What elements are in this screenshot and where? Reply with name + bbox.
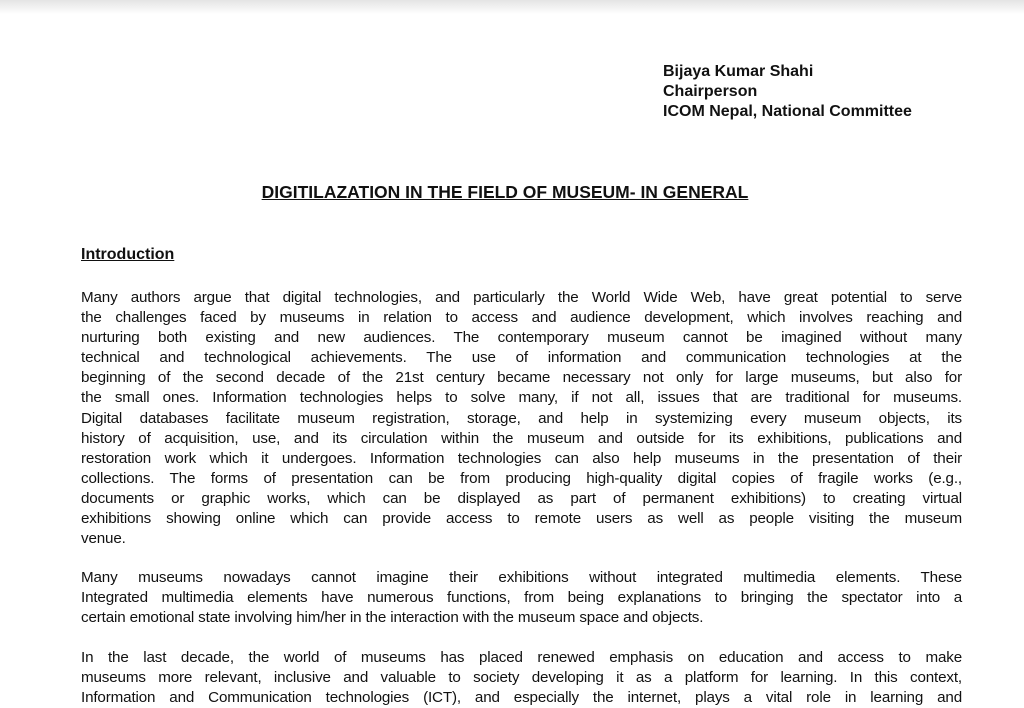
author-name: Bijaya Kumar Shahi — [663, 63, 814, 80]
paragraph-2 — [81, 568, 962, 628]
text-line: documents or graphic works, which can be displayed as part of permanent exhibitions) to creating virtual — [81, 489, 962, 507]
text-line: Many authors argue that digital technologies, and particularly the World Wide Web, have great potential to serve — [81, 289, 962, 306]
text-line: history of acquisition, use, and its circulation within the museum and outside for its exhibitions, publications and — [81, 429, 962, 447]
text-line: beginning of the second decade of the 21st century became necessary not only for large museums, but also for — [81, 369, 962, 387]
text-line: the challenges faced by museums in relation to access and audience development, which involves reaching and — [81, 309, 962, 327]
text-line: collections. The forms of presentation can be from producing high-quality digital copies of fragile works (e.g., — [81, 469, 962, 487]
text-line: In the last decade, the world of museums has placed renewed emphasis on education and access to make — [81, 649, 962, 666]
text-line: exhibitions showing online which can provide access to remote users as well as people visiting the museum — [81, 510, 962, 528]
text-line: the small ones. Information technologies helps to solve many, if not all, issues that are traditional for museums. — [81, 389, 962, 407]
text-line: Digital databases facilitate museum registration, storage, and help in systemizing every museum objects, its — [81, 409, 962, 427]
text-line: museums more relevant, inclusive and valuable to society developing it as a platform for learning. In this context, — [81, 669, 962, 687]
text-line: restoration work which it undergoes. Information technologies can also help museums in the presentation of their — [81, 449, 962, 467]
text-line: Information and Communication technologies (ICT), and especially the internet, plays a vital role in learning and — [81, 689, 962, 707]
text-line: technical and technological achievements. The use of information and communication technologies at the — [81, 349, 962, 367]
author-organization: ICOM Nepal, National Committee — [663, 103, 912, 120]
document-title: DIGITILAZATION IN THE FIELD OF MUSEUM- IN GENERAL — [261, 182, 749, 202]
viewer-top-shadow — [0, 0, 1024, 14]
text-line: Integrated multimedia elements have numerous functions, from being explanations to bringing the spectator into a — [81, 589, 962, 607]
section-heading: Introduction — [81, 246, 175, 263]
paragraph-1 — [81, 288, 962, 549]
paragraph-3 — [81, 648, 962, 708]
text-line: certain emotional state involving him/her in the interaction with the museum space and objects. — [81, 609, 704, 627]
author-block — [663, 62, 912, 122]
author-role: Chairperson — [663, 83, 758, 100]
text-line: venue. — [81, 530, 126, 548]
text-line: Many museums nowadays cannot imagine their exhibitions without integrated multimedia elements. These — [81, 569, 962, 586]
text-line: nurturing both existing and new audiences. The contemporary museum cannot be imagined without many — [81, 329, 962, 347]
